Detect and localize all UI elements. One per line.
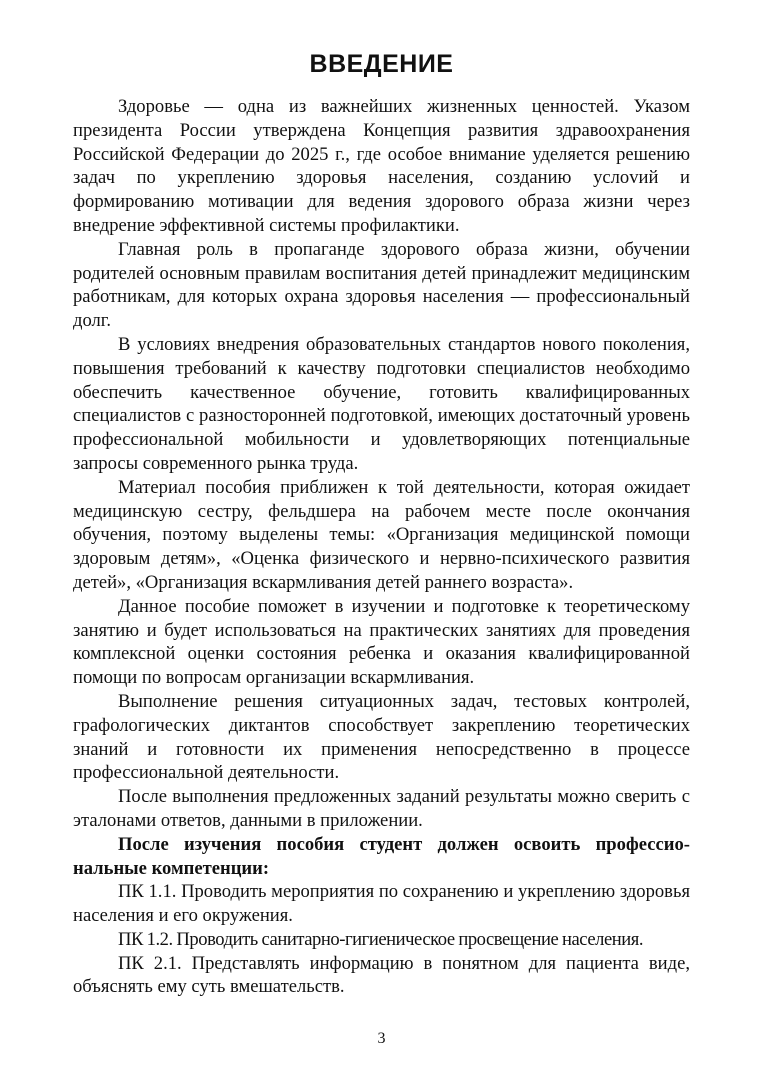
paragraph-main-role: Главная роль в пропаганде здорового образа жизни, обучении родителей основным правилам воспитания детей принадлежит медицинским работникам, для которых охрана здоровья населения — профессиональный долг. — [73, 238, 690, 332]
paragraph-tasks: Выполнение решения ситуационных задач, тестовых контролей, графологических диктантов способствует закреплению теоретических знаний и готовности их применения непосредственно в процессе профессиональной деятельности. — [73, 690, 690, 784]
competency-item: ПК 1.1. Проводить мероприятия по сохранению и укреплению здоровья населения и его окружения. — [73, 881, 690, 927]
paragraph-standards: В условиях внедрения образовательных стандартов нового поколения, повышения требований к качеству подготовки специалистов необходимо обеспечить качественное обучение, готовить квалифицированных специалистов с разносторонней подготовкой, имеющих достаточный уровень профессиональной мобильности и удовлетворяющих потенциальные запросы современного рынка труда. — [73, 333, 690, 474]
page-number: 3 — [377, 1030, 386, 1047]
paragraph-material: Материал пособия приближен к той деятельности, которая ожидает медицинскую сестру, фельдшера на рабочем месте после окончания обучения, поэтому выделены темы: «Организация медицинской помощи здоровым детям», «Оценка физического и нервно-психического развития детей», «Организация вскармливания детей раннего возраста». — [73, 476, 690, 593]
page-title: ВВЕДЕНИЕ — [309, 50, 454, 78]
body-text — [73, 95, 690, 999]
competencies-heading: После изучения пособия студент должен освоить профессиональные компетенции: — [73, 833, 690, 879]
competency-item: ПК 2.1. Представлять информацию в понятном для пациента виде, объяснять ему суть вмешательств. — [73, 952, 690, 998]
paragraph-manual-help: Данное пособие поможет в изучении и подготовке к теоретическому занятию и будет использоваться на практических занятиях для проведения комплексной оценки состояния ребенка и оказания квалифицированной помощи по вопросам организации вскармливания. — [73, 595, 690, 689]
competency-item: ПК 1.2. Проводить санитарно-гигиеническое просвещение населения. — [118, 928, 644, 950]
paragraph-health-intro: Здоровье — одна из важнейших жизненных ценностей. Указом президента России утверждена Концепция развития здравоохранения Российской Федерации до 2025 г., где особое внимание уделяется решению задач по укреплению здоровья населения, созданию услоvий и формированию мотивации для ведения здорового образа жизни через внедрение эффективной системы профилактики. — [73, 96, 690, 236]
paragraph-answers: После выполнения предложенных заданий результаты можно сверить с эталонами ответов, данными в приложении. — [73, 786, 690, 831]
